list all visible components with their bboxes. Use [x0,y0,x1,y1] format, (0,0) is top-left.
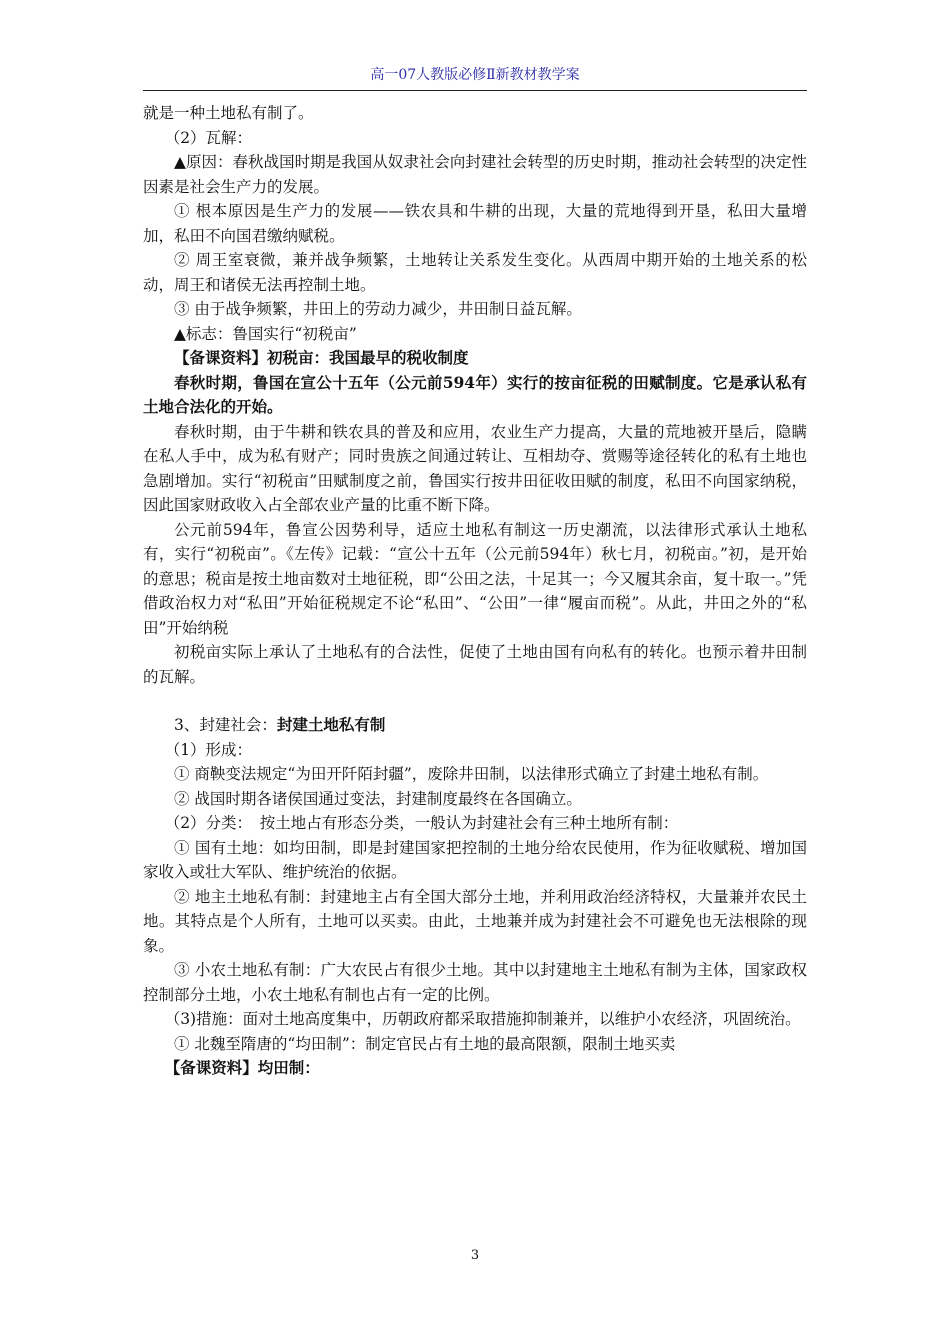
paragraph-bold-text: 封建土地私有制 [276,715,386,734]
paragraph [143,101,807,126]
paragraph-text: 【备课资料】初税亩：我国最早的税收制度 [174,348,469,367]
paragraph-text: 【备课资料】均田制： [164,1058,320,1077]
paragraph-text: ① 根本原因是生产力的发展——铁农具和牛耕的出现，大量的荒地得到开垦，私田大量增加，私田不向国君缴纳赋税。 [143,202,807,245]
paragraph-text: ② 周王室衰微，兼并战争频繁，土地转让关系发生变化。从西周中期开始的土地关系的松动，周王和诸侯无法再控制土地。 [143,251,807,294]
paragraph-text: （3)措施：面对土地高度集中，历朝政府都采取措施抑制兼并，以维护小农经济，巩固统治。 [164,1010,801,1028]
paragraph [143,885,807,959]
paragraph-text: 春秋时期，鲁国在宣公十五年（公元前594年）实行的按亩征税的田赋制度。它是承认私有土地合法化的开始。 [143,372,807,416]
paragraph [143,787,807,812]
paragraph-text: （2）分类： 按土地占有形态分类，一般认为封建社会有三种土地所有制： [164,814,679,832]
paragraph [143,297,807,322]
paragraph [143,346,807,371]
paragraph-text: ① 国有土地：如均田制，即是封建国家把控制的土地分给农民使用，作为征收赋税、增加国家收入或壮大军队、维护统治的依据。 [143,838,807,881]
paragraph-text: ▲原因：春秋战国时期是我国从奴隶社会向封建社会转型的历史时期，推动社会转型的决定性因素是社会生产力的发展。 [143,153,807,196]
paragraph-text: ② 地主土地私有制：封建地主占有全国大部分土地，并利用政治经济特权，大量兼并农民土地。其特点是个人所有，土地可以买卖。由此，土地兼并成为封建社会不可避免也无法根除的现象。 [143,887,807,955]
paragraph-text: ▲标志：鲁国实行“初税亩” [174,324,357,343]
paragraph [143,199,807,248]
paragraph [143,811,807,836]
paragraph [143,1056,807,1081]
paragraph-text: ① 商鞅变法规定“为田开阡陌封疆”，废除井田制，以法律形式确立了封建土地私有制。 [174,765,769,783]
paragraph [143,248,807,297]
paragraph-text: （1）形成： [164,740,253,759]
paragraph [143,762,807,787]
paragraph-text: 初税亩实际上承认了土地私有的合法性，促使了土地由国有向私有的转化。也预示着井田制的瓦解。 [143,643,807,686]
paragraph-text: 就是一种土地私有制了。 [143,104,314,122]
paragraph [143,738,807,763]
paragraph [143,640,807,689]
paragraph-text: ① 北魏至隋唐的“均田制”：制定官民占有土地的最高限额，限制土地买卖 [174,1034,676,1053]
paragraph [143,322,807,347]
page-footer [0,1248,950,1263]
page-number: 3 [470,1248,480,1263]
paragraph [143,420,807,518]
paragraph [143,1007,807,1032]
paragraph [143,126,807,151]
paragraph-text: 春秋时期，由于牛耕和铁农具的普及和应用，农业生产力提高，大量的荒地被开垦后，隐瞒在私人手中，成为私有财产；同时贵族之间通过转让、互相劫夺、赏赐等途径转化的私有土地也急剧增加。实行“初税亩”田赋制度之前，鲁国实行按井田征收田赋的制度，私田不向国家纳税，因此国家财政收入占全部农业产量的比重不断下降。 [143,422,807,514]
paragraph [143,836,807,885]
paragraph-text: 公元前594年，鲁宣公因势利导，适应土地私有制这一历史潮流，以法律形式承认土地私有，实行“初税亩”。《左传》记载：“宣公十五年（公元前594年）秋七月，初税亩。”初，是开始的意思；税亩是按土地亩数对土地征税，即“公田之法，十足其一；今又履其余亩，复十取一。”凭借政治权力对“私田”开始征税规定不论“私田”、“公田”一律“履亩而税”。从此，井田之外的“私田”开始纳税 [143,520,807,637]
paragraph-text: ③ 由于战争频繁，井田上的劳动力减少，井田制日益瓦解。 [174,300,582,318]
paragraph-text: ② 战国时期各诸侯国通过变法，封建制度最终在各国确立。 [174,789,582,808]
document-body [143,101,807,1081]
paragraph [143,371,807,420]
paragraph [143,1032,807,1057]
paragraph-text: 3、封建社会： [174,716,277,734]
page-header [143,64,807,91]
paragraph-text: ③ 小农土地私有制：广大农民占有很少土地。其中以封建地主土地私有制为主体，国家政权控制部分土地，小农土地私有制也占有一定的比例。 [143,961,807,1004]
paragraph-text: （2）瓦解： [164,128,253,147]
paragraph [143,958,807,1007]
paragraph [143,150,807,199]
paragraph-spacer [143,689,807,713]
paragraph [143,713,807,738]
header-title: 高一07人教版必修Ⅱ新教材教学案 [370,67,580,83]
paragraph [143,518,807,641]
